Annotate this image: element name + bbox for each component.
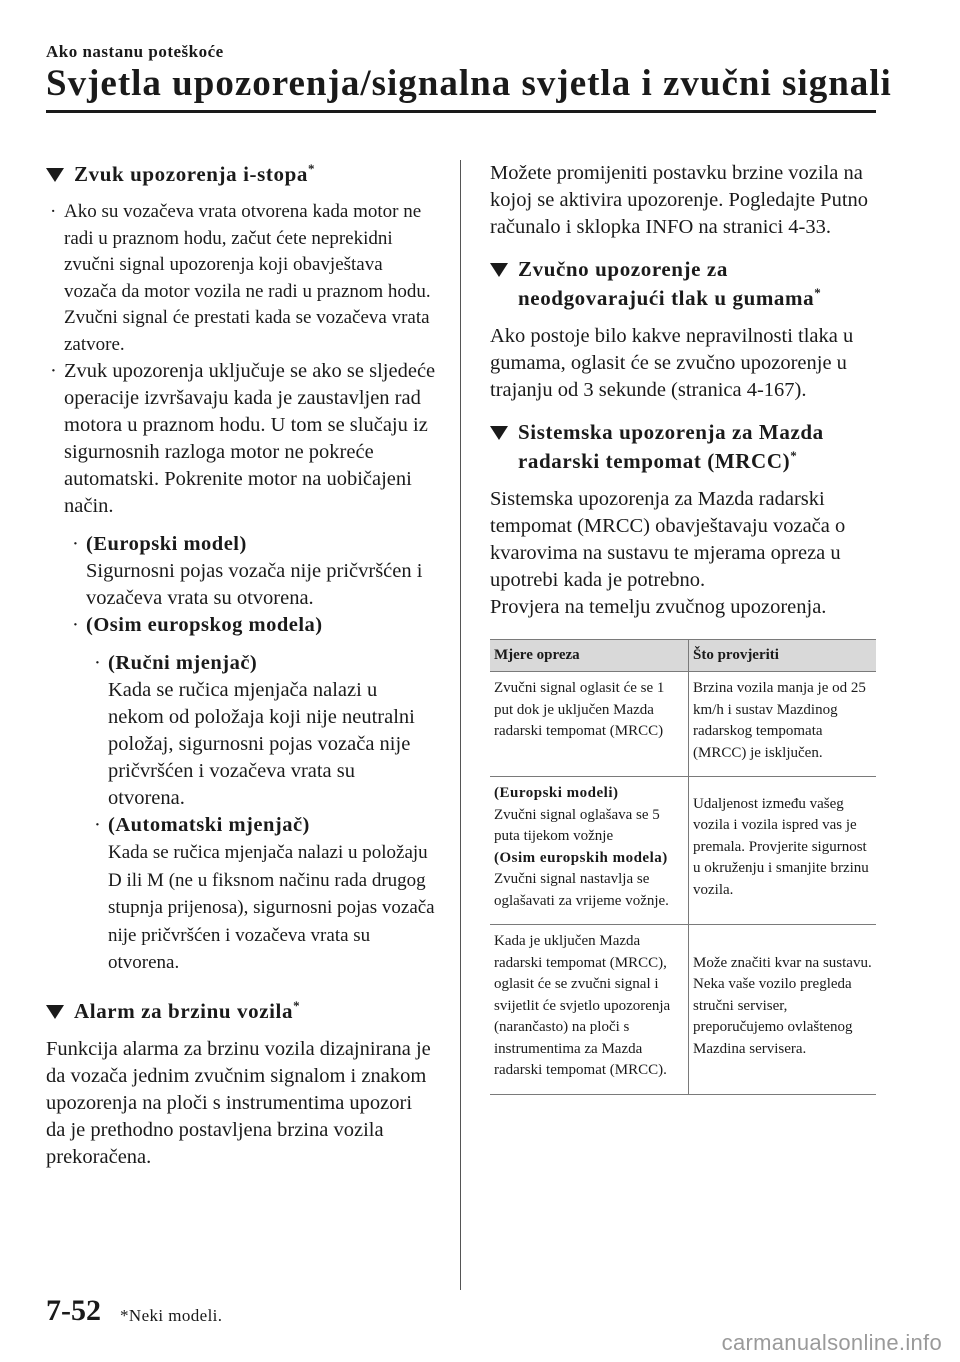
bullet-heading: (Osim europskog modela)	[86, 614, 323, 636]
table-header-row	[490, 640, 876, 672]
table-cell: Zvučni signal oglasit će se 1 put dok je uključen Mazda radarski tempomat (MRCC)	[490, 672, 689, 777]
bullet-dot-icon: ·	[72, 533, 79, 555]
left-column	[46, 160, 436, 1171]
triangle-marker-icon	[46, 1005, 64, 1019]
cell-text: Zvučni signal oglašava se 5 puta tijekom vožnje	[494, 806, 660, 844]
footnote: *Neki modeli.	[120, 1306, 223, 1325]
header-rule	[46, 110, 876, 113]
bullet-text: Kada se ručica mjenjača nalazi u položaju D ili M (ne u fiksnom načinu rada drugog stupnja prijenosa), sigurnosni pojas vozača nije pričvršćen i vozačeva vrata su otvorena.	[108, 842, 435, 973]
table-header-cell: Mjere opreza	[490, 640, 689, 672]
page-title: Svjetla upozorenja/signalna svjetla i zvučni signali	[46, 63, 892, 104]
section-heading-mrcc	[490, 418, 880, 476]
bullet-text: Ako su vozačeva vrata otvorena kada motor ne radi u praznom hodu, začut ćete neprekidni zvučni signal upozorenja koji obavještava vozača da motor vozila ne radi u praznom hodu. Zvučni signal će prestati kada se vozačeva vrata zatvore.	[64, 201, 431, 355]
table-header-cell: Što provjeriti	[689, 640, 877, 672]
bullet-dot-icon: ·	[94, 814, 101, 836]
page-number: 7-52	[46, 1294, 101, 1327]
table-cell: Kada je uključen Mazda radarski tempomat (MRCC), oglasit će se zvučni signal i svijetlit će svjetlo upozorenja (narančasto) na ploči s instrumentima za Mazda radarski tempomat (MRCC).	[490, 925, 689, 1095]
section-title: Sistemska upozorenja za Mazda radarski tempomat (MRCC)	[518, 420, 824, 473]
table-cell: Može značiti kvar na sustavu. Neka vaše vozilo pregleda stručni serviser, preporučujemo ovlaštenog Mazdina servisera.	[689, 925, 877, 1095]
bullet-manual	[90, 650, 436, 812]
bullet-text: Sigurnosni pojas vozača nije pričvršćen i vozačeva vrata su otvorena.	[86, 560, 423, 609]
triangle-marker-icon	[46, 168, 64, 182]
footnote-star: *	[814, 285, 822, 300]
section-title: Zvuk upozorenja i-stopa	[74, 162, 308, 186]
bullet-heading: (Ručni mjenjač)	[108, 652, 258, 674]
table-cell: Udaljenost između vašeg vozila i vozila ispred vas je premala. Provjerite sigurnost u okruženju i smanjite brzinu vozila.	[689, 777, 877, 925]
section-title: Alarm za brzinu vozila	[74, 998, 294, 1023]
triangle-marker-icon	[490, 263, 508, 277]
table-cell	[490, 777, 689, 925]
section-text: Sistemska upozorenja za Mazda radarski tempomat (MRCC) obavještavaju vozača o kvarovima na sustavu te mjerama opreza u upotrebi kada je potrebno.	[490, 488, 846, 591]
table-cell: Brzina vozila manja je od 25 km/h i sustav Mazdinog radarskog tempomata (MRCC) je isključen.	[689, 672, 877, 777]
section-heading-speed-alarm	[46, 997, 436, 1026]
model-list	[68, 531, 436, 977]
mrcc-warning-table	[490, 639, 876, 1095]
table-row	[490, 925, 876, 1095]
intro-text: Možete promijeniti postavku brzine vozila na kojoj se aktivira upozorenje. Pogledajte Putno računalo i sklopka INFO na stranici 4-33.	[490, 162, 869, 238]
cell-heading: (Europski modeli)	[494, 785, 619, 801]
section-heading-tire-pressure	[490, 255, 880, 313]
bullet-heading: (Automatski mjenjač)	[108, 814, 310, 836]
right-column	[490, 160, 880, 1095]
bullet-dot-icon: ·	[72, 614, 79, 636]
chapter-label: Ako nastanu poteškoće	[46, 42, 224, 61]
bullet-dot-icon: ·	[50, 360, 57, 382]
section-heading-istop	[46, 160, 436, 189]
footnote-star: *	[307, 161, 316, 176]
bullet-dot-icon: ·	[94, 652, 101, 674]
table-row	[490, 672, 876, 777]
section-text: Funkcija alarma za brzinu vozila dizajnirana je da vozača jednim zvučnim signalom i znakom upozorenja na ploči s instrumentima upozori da je prethodno postavljena brzina vozila prekoračena.	[46, 1037, 431, 1168]
watermark: carmanualsonline.info	[721, 1330, 942, 1355]
footnote-star: *	[790, 448, 798, 463]
bullet-text: Zvuk upozorenja uključuje se ako se sljedeće operacije izvršavaju kada je zaustavljen rad motora u praznom hodu. U tom se slučaju iz sigurnosnih razloga motor ne pokreće automatski. Pokrenite motor na uobičajeni način.	[64, 360, 436, 517]
bullet-heading: (Europski model)	[86, 533, 247, 555]
section-text-2: Provjera na temelju zvučnog upozorenja.	[490, 596, 827, 618]
footnote-star: *	[293, 997, 301, 1013]
table-row	[490, 777, 876, 925]
bullet-dot-icon: ·	[50, 201, 57, 222]
bullet-automatic	[90, 812, 436, 977]
bullet-warning-sound	[46, 358, 436, 520]
bullet-non-eu-model	[68, 612, 436, 639]
bullet-text: Kada se ručica mjenjača nalazi u nekom od položaja koji nije neutralni položaj, sigurnosni pojas vozača nije pričvršćen i vozačeva vrata su otvorena.	[108, 679, 415, 809]
bullet-eu-model	[68, 531, 436, 612]
section-text: Ako postoje bilo kakve nepravilnosti tlaka u gumama, oglasit će se zvučno upozorenje u trajanju od 3 sekunde (stranica 4-167).	[490, 325, 854, 401]
section-title: Zvučno upozorenje za neodgovarajući tlak u gumama	[518, 257, 815, 310]
transmission-list	[90, 650, 436, 977]
cell-text: Zvučni signal nastavlja se oglašavati za vrijeme vožnje.	[494, 871, 669, 909]
bullet-door-open	[46, 199, 436, 358]
cell-heading: (Osim europskih modela)	[494, 849, 668, 866]
triangle-marker-icon	[490, 426, 508, 440]
column-divider	[460, 160, 461, 1290]
